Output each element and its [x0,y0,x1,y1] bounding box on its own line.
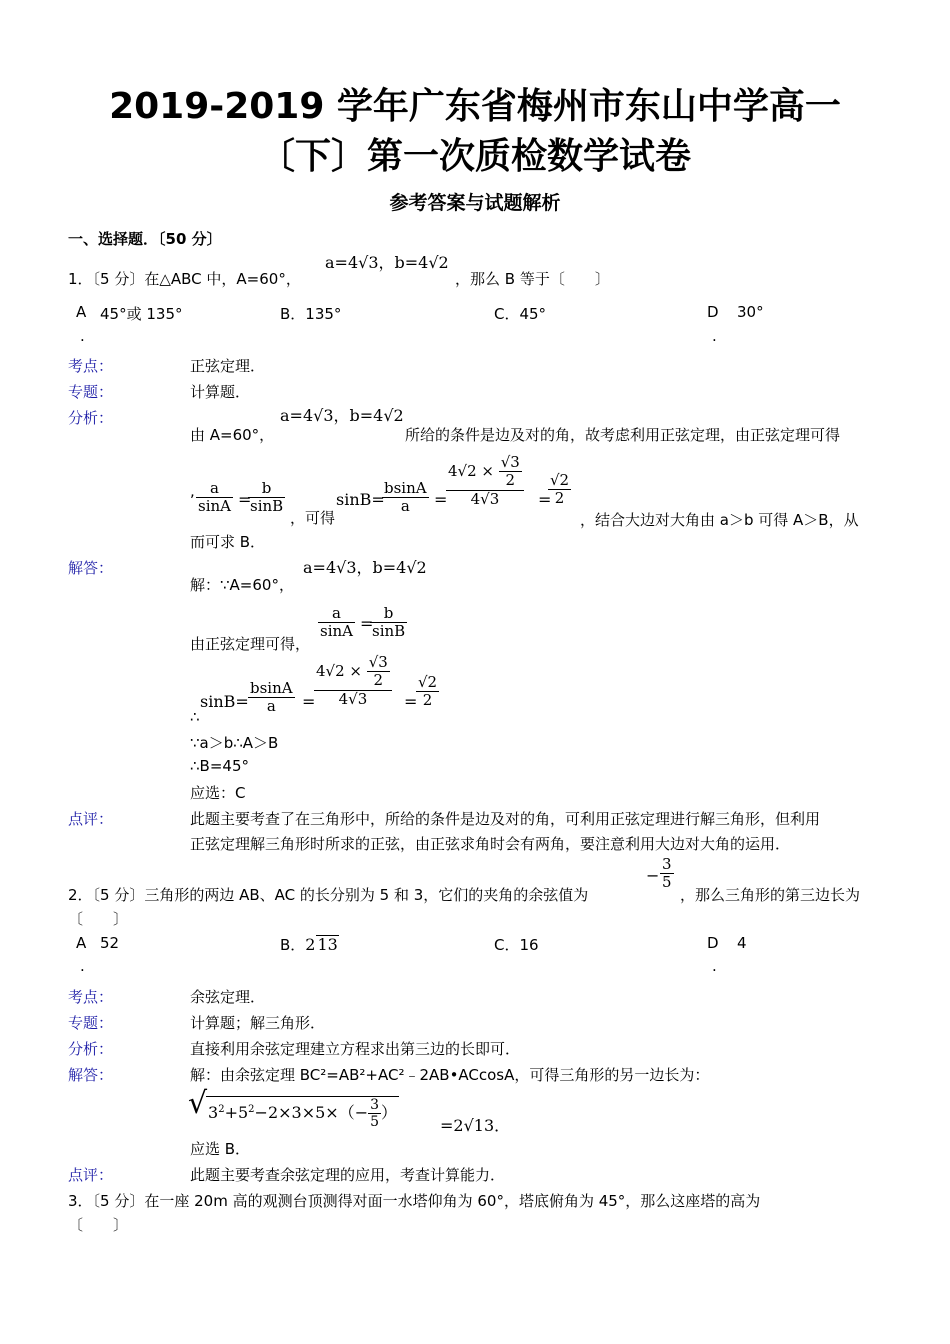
q1-fenxi-line2: ，结合大边对大角由 a＞b 可得 A＞B，从 [580,511,859,529]
q1-zhuanti-label: 专题： [68,383,114,401]
q2-option-d-letter: D [707,934,719,952]
q1-option-b: B．135° [280,305,342,323]
q2-stem-bracket: 〔 〕 [68,910,129,928]
q1-jie-ratio-a: $\frac{a}{\sin A}$ [320,604,353,641]
q1-dianping-line1: 此题主要考查了在三角形中，所给的条件是边及对的角，可利用正弦定理进行解三角形，但利用 [190,810,821,828]
q1-option-d-dot: . [712,327,717,345]
q2-option-b: B．2 13 [280,935,338,954]
q1-dianping-label: 点评： [68,810,114,828]
q1-option-c: C．45° [494,305,547,323]
q1-option-d: 30° [737,303,764,321]
q1-jie-line6: 应选：C [190,784,246,802]
q1-jie-condition: a=4√3，b=4√2 [303,558,427,577]
q2-dianping-label: 点评： [68,1166,114,1184]
q3-stem-bracket: 〔 〕 [68,1216,129,1234]
q1-jieda-label: 解答： [68,559,114,577]
q2-option-a-letter: A [76,934,87,952]
q1-jie-line5: ∴B=45° [190,757,249,775]
q2-stem: 2．〔5 分〕三角形的两边 AB、AC 的长分别为 5 和 3，它们的夹角的余弦值为 [68,886,589,904]
q2-zhuanti-label: 专题： [68,1014,114,1032]
q2-jie-line3: 应选 B． [190,1140,251,1158]
q2-fenxi-label: 分析： [68,1040,114,1058]
q1-jie-line4: ∵a＞b∴A＞B [190,734,279,752]
q1-option-a-letter: A [76,303,87,321]
q1-fenxi-condition: a=4√3，b=4√2 [280,406,404,425]
q1-stem: 1．〔5 分〕在△ABC 中，A=60°， [68,270,301,288]
title-line-2: 〔下〕第一次质检数学试卷 [258,136,691,177]
title-line-1: 2019-2019 学年广东省梅州市东山中学高一 [109,86,841,127]
q2-dianping: 此题主要考查余弦定理的应用，考查计算能力． [190,1166,506,1184]
q1-condition: a=4√3，b=4√2 [325,253,449,272]
q1-option-d-letter: D [707,303,719,321]
q2-fenxi: 直接利用余弦定理建立方程求出第三边的长即可． [190,1040,521,1058]
q1-jie-ratio-b: $\frac{b}{\sin B}$ [372,604,406,641]
q1-fenxi-line1a: 由 A=60°， [190,426,275,444]
q2-option-d: 4 [737,934,747,952]
q1-stem-end: ，那么 B 等于〔 〕 [455,270,610,288]
q3-stem: 3．〔5 分〕在一座 20m 高的观测台顶测得对面一水塔仰角为 60°，塔底俯角为 45°，那么这座塔的高为 [68,1192,761,1210]
q1-fenxi-label: 分析： [68,409,114,427]
q2-kaodian: 余弦定理． [190,988,266,1006]
q1-fenxi-kede: ，可得 [290,509,336,527]
q1-kaodian: 正弦定理． [190,357,266,375]
q1-option-a-dot: . [80,327,85,345]
q2-zhuanti: 计算题；解三角形． [190,1014,326,1032]
q2-jie-line1: 解：由余弦定理 BC²=AB²+AC²﹣2AB•ACcosA，可得三角形的另一边长为： [190,1066,710,1084]
q2-option-a-dot: . [80,957,85,975]
subtitle: 参考答案与试题解析 [389,192,561,214]
q1-jie-line2: 由正弦定理可得， [190,635,311,653]
q1-kaodian-label: 考点： [68,357,114,375]
section-heading: 一、选择题．〔50 分〕 [68,230,222,248]
q2-jieda-label: 解答： [68,1066,114,1084]
q1-zhuanti: 计算题． [190,383,251,401]
q1-dianping-line2: 正弦定理解三角形时所求的正弦，由正弦求角时会有两角，要注意利用大边对大角的运用． [190,835,791,853]
q2-option-d-dot: . [712,957,717,975]
q1-jie-line1: 解：∵A=60°， [190,576,294,594]
q1-option-a: 45°或 135° [100,305,183,323]
q2-option-a: 52 [100,934,120,952]
q2-option-c: C．16 [494,936,539,954]
q2-stem-end: ，那么三角形的第三边长为 [680,886,861,904]
q2-jie-result: =2√13． [440,1116,511,1135]
q1-fenxi-line1b: 所给的条件是边及对的角，故考虑利用正弦定理，由正弦定理可得 [405,426,841,444]
q2-kaodian-label: 考点： [68,988,114,1006]
q1-fenxi-line3: 而可求 B． [190,533,266,551]
